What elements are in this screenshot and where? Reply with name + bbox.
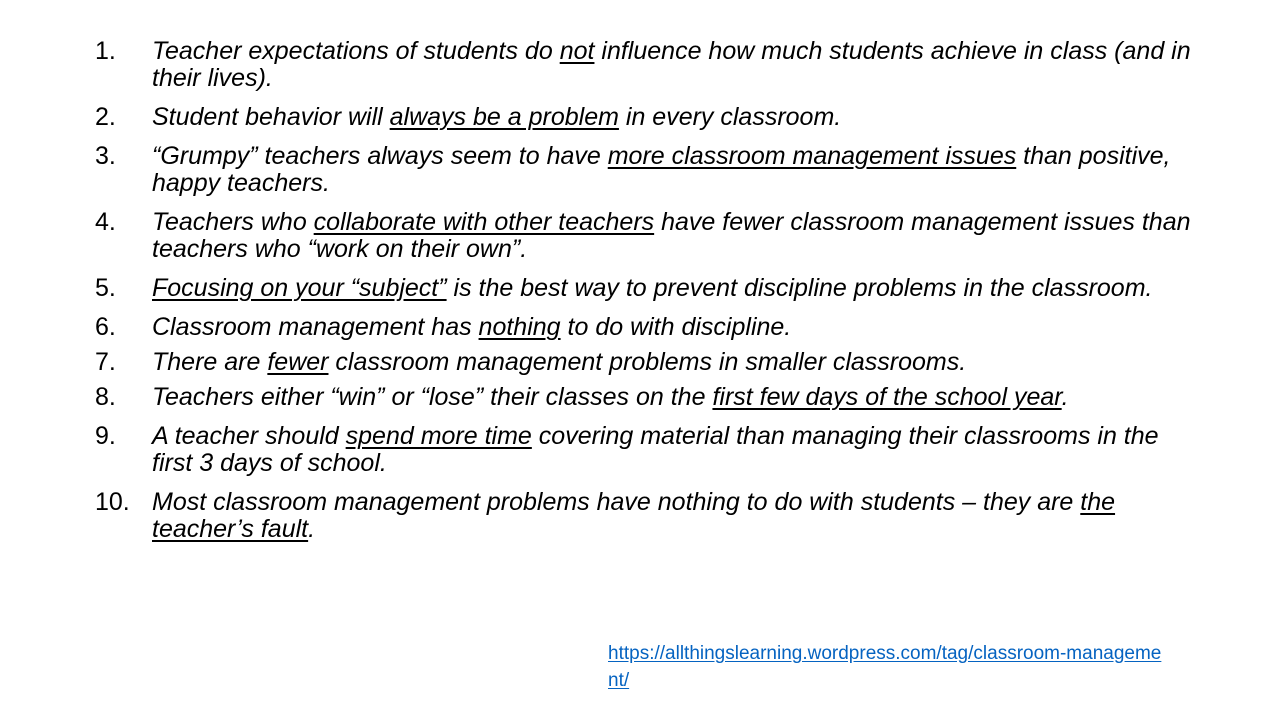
item-text	[152, 275, 1195, 302]
item-number: 2.	[95, 103, 116, 131]
item-number: 9.	[95, 422, 116, 450]
item-text	[152, 104, 1195, 131]
item-text-before: There are	[152, 348, 268, 376]
item-text-after: to do with discipline.	[560, 313, 792, 341]
item-text-underlined: nothing	[478, 313, 561, 341]
item-text-before: Student behavior will	[152, 103, 390, 131]
item-number: 6.	[95, 313, 116, 341]
item-text-after: have fewer classroom management issues than teachers who “work on their own”.	[152, 208, 1191, 263]
item-text-after: than positive, happy teachers.	[152, 142, 1171, 197]
list-item	[95, 38, 1195, 92]
item-text	[152, 384, 1195, 411]
item-text-after: .	[308, 515, 316, 543]
item-number: 4.	[95, 208, 116, 236]
list-item	[95, 143, 1195, 197]
item-text	[152, 349, 1195, 376]
item-text-underlined: the teacher’s fault	[152, 488, 1116, 543]
item-text-underlined: Focusing on your “subject”	[152, 274, 447, 302]
item-text-after: influence how much students achieve in class (and in their lives).	[152, 37, 1191, 92]
item-text-before: “Grumpy” teachers always seem to have	[152, 142, 608, 170]
item-number: 1.	[95, 37, 116, 65]
list-item	[95, 314, 1195, 341]
item-number: 8.	[95, 383, 116, 411]
item-text-after: in every classroom.	[618, 103, 842, 131]
item-text-after: .	[1061, 383, 1069, 411]
item-text-underlined: first few days of the school year	[712, 383, 1062, 411]
item-text-after: classroom management problems in smaller classrooms.	[328, 348, 967, 376]
list-item	[95, 275, 1195, 302]
source-link[interactable]: https://allthingslearning.wordpress.com/tag/classroom-management/	[608, 643, 1162, 691]
item-text-underlined: fewer	[267, 348, 329, 376]
item-text-underlined: always be a problem	[389, 103, 619, 131]
list-item	[95, 209, 1195, 263]
item-text-before: Teachers who	[152, 208, 314, 236]
list-item	[95, 384, 1195, 411]
item-text-after: covering material than managing their classrooms in the first 3 days of school.	[152, 422, 1159, 477]
item-text	[152, 489, 1195, 543]
item-text-underlined: more classroom management issues	[607, 142, 1017, 170]
item-text	[152, 38, 1195, 92]
item-text-underlined: not	[559, 37, 595, 65]
item-text	[152, 314, 1195, 341]
item-text-before: Teachers either “win” or “lose” their classes on the	[152, 383, 713, 411]
item-number: 7.	[95, 348, 116, 376]
item-number: 5.	[95, 274, 116, 302]
item-number: 3.	[95, 142, 116, 170]
item-text-after: is the best way to prevent discipline problems in the classroom.	[446, 274, 1153, 302]
item-text	[152, 143, 1195, 197]
item-text-before: Teacher expectations of students do	[152, 37, 560, 65]
item-text-before: A teacher should	[152, 422, 346, 450]
statement-list	[95, 38, 1195, 555]
list-item	[95, 349, 1195, 376]
list-item	[95, 104, 1195, 131]
item-text-underlined: collaborate with other teachers	[313, 208, 655, 236]
list-item	[95, 489, 1195, 543]
item-text	[152, 209, 1195, 263]
item-text-before: Most classroom management problems have nothing to do with students – they are	[152, 488, 1081, 516]
item-number: 10.	[95, 488, 130, 516]
item-text-underlined: spend more time	[345, 422, 532, 450]
item-text-before: Classroom management has	[152, 313, 479, 341]
item-text	[152, 423, 1195, 477]
list-item	[95, 423, 1195, 477]
